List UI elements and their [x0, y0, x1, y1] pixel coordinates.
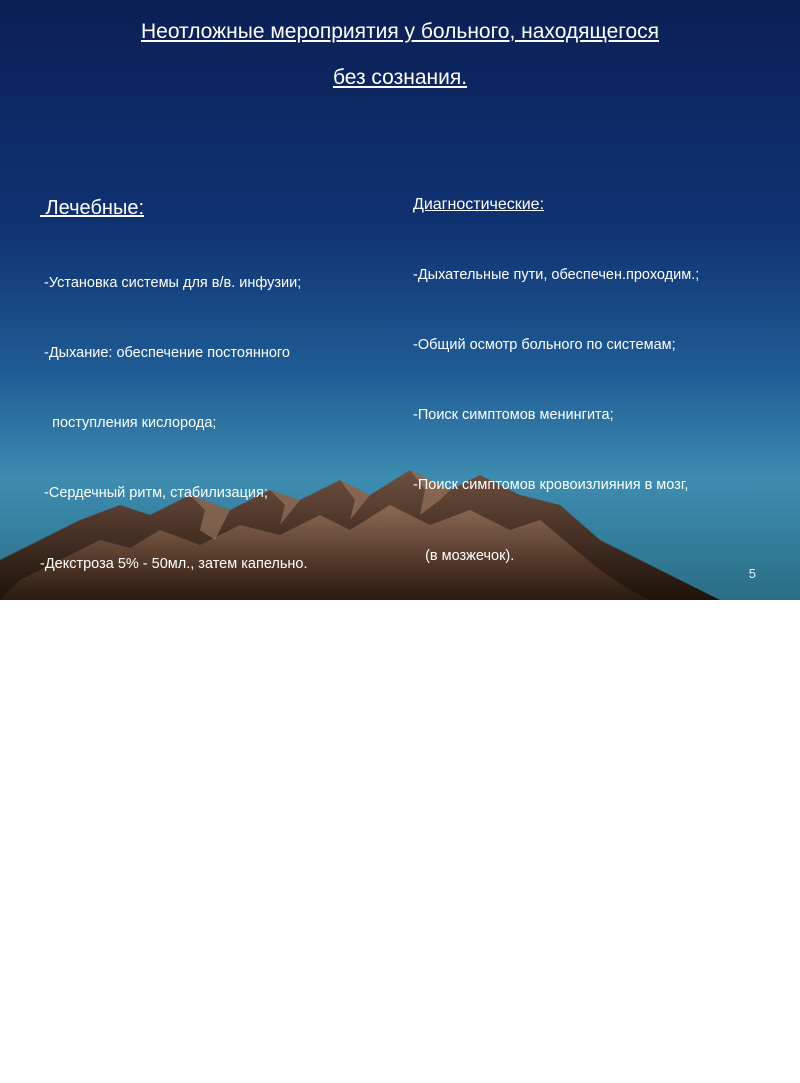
- diagnostic-item: -Забор крови для лабораторных иссле-: [413, 617, 680, 634]
- diagnostic-item: - анализ мочи (сахар, кетоновые тела,: [413, 968, 684, 985]
- diagnostic-heading: Диагностические:: [413, 195, 545, 213]
- treatment-item: -Физостигмин, 1-2 мг., в/в.;: [40, 695, 218, 712]
- slide-title-line-1: Неотложные мероприятия у больного, находящегося: [140, 20, 660, 43]
- diagnostic-item: -Поиск симптомов кровоизлияния в мозг,: [413, 477, 689, 494]
- treatment-heading: Лечебные:: [40, 196, 145, 219]
- treatment-column: [40, 148, 308, 1021]
- diagnostic-item: - темп мочеотделения,: [413, 898, 579, 915]
- diagnostic-item: -Общий осмотр больного по системам;: [413, 336, 676, 353]
- treatment-item: -L-тироксин.: [40, 976, 123, 993]
- diagnostic-item: альбумин, наркоточеские в-ва).: [413, 1039, 646, 1056]
- treatment-item: -Гидрокортизон;: [40, 906, 149, 923]
- diagnostic-item: -Поиск симптомов менингита;: [413, 407, 614, 424]
- treatment-item: (противогистамин., антидепрессанты);: [40, 766, 309, 783]
- diagnostic-item: -Мочевой катетер:: [413, 828, 537, 845]
- treatment-item: поступления кислорода;: [40, 415, 217, 432]
- treatment-item: -Декстроза 5% - 50мл., затем капельно.: [40, 555, 308, 572]
- diagnostic-item: дований:ОА, электролиты, глюкоза,: [413, 687, 662, 704]
- diagnostic-item: (в мозжечок).: [413, 547, 515, 564]
- slide-title-line-2: без сознания.: [332, 66, 468, 89]
- diagnostic-item: азот, мочевина, алкоголь, наркотики.: [413, 758, 670, 775]
- diagnostic-item: -Дыхательные пути, обеспечен.проходим.;: [413, 266, 700, 283]
- treatment-item: -Сердечный ритм, стабилизация;: [40, 485, 268, 502]
- treatment-item: -Установка системы для в/в. инфузии;: [40, 274, 302, 291]
- treatment-item: -Налоксон=Наркан (наркотики);: [40, 625, 254, 642]
- treatment-item: -Тиамин, 100 мг., в/в. (алкоголь);: [40, 836, 259, 853]
- diagnostic-column: [413, 148, 699, 1083]
- slide-page-number: 5: [748, 566, 756, 581]
- treatment-item: -Дыхание: обеспечение постоянного: [40, 344, 290, 361]
